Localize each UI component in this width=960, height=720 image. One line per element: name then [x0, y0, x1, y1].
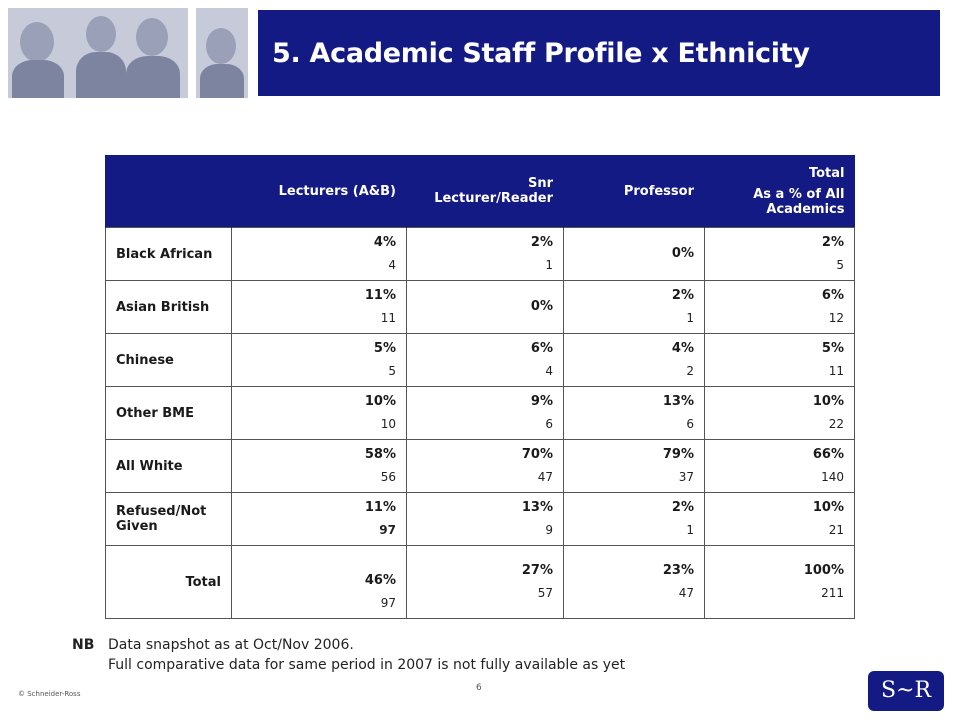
- cell-count: 2: [686, 364, 694, 378]
- cell-value: [564, 546, 705, 619]
- cell-count: 56: [380, 470, 396, 484]
- cell-percent: 2%: [530, 235, 553, 250]
- header-snr-lecturer: [407, 155, 564, 228]
- cell-percent: 2%: [821, 235, 844, 250]
- row-label: Refused/Not Given: [106, 493, 232, 546]
- cell-count: 47: [678, 586, 694, 600]
- cell-percent: 10%: [812, 394, 844, 409]
- cell-value: [232, 440, 407, 493]
- cell-percent: 13%: [662, 394, 694, 409]
- cell-percent: 11%: [364, 288, 396, 303]
- cell-value: [564, 334, 705, 387]
- header-total-line2: As a % of All Academics: [753, 186, 845, 217]
- row-label: Black African: [106, 228, 232, 281]
- cell-count: 1: [686, 311, 694, 325]
- cell-value: [705, 281, 855, 334]
- row-label: Asian British: [106, 281, 232, 334]
- cell-count: 1: [545, 258, 553, 272]
- cell-value: [232, 493, 407, 546]
- cell-count: 6: [545, 417, 553, 431]
- cell-percent: 4%: [671, 341, 694, 356]
- header-total: [705, 155, 855, 228]
- cell-value: [564, 493, 705, 546]
- cell-value: [407, 493, 564, 546]
- cell-percent: 5%: [373, 341, 396, 356]
- cell-count: 21: [828, 523, 844, 537]
- cell-value: [705, 387, 855, 440]
- cell-value: [407, 546, 564, 619]
- table-row: [106, 281, 855, 334]
- cell-value: [232, 334, 407, 387]
- title-bar: [258, 10, 940, 96]
- cell-count: 5: [388, 364, 396, 378]
- cell-count: 10: [380, 417, 396, 431]
- header-blank: [106, 155, 232, 228]
- cell-count: 11: [380, 311, 396, 325]
- footnote-label: NB: [72, 637, 95, 653]
- cell-percent: 4%: [373, 235, 396, 250]
- cell-count: 140: [821, 470, 844, 484]
- cell-count: 5: [836, 258, 844, 272]
- page-number: 6: [476, 683, 482, 693]
- cell-value: [564, 281, 705, 334]
- cell-value: [407, 281, 564, 334]
- cell-count: 97: [380, 596, 396, 610]
- cell-value: [232, 228, 407, 281]
- cell-percent: 100%: [803, 563, 844, 578]
- cell-value: [407, 440, 564, 493]
- cell-value: [564, 387, 705, 440]
- cell-percent: 10%: [812, 500, 844, 515]
- cell-percent: 2%: [671, 288, 694, 303]
- table-row: [106, 228, 855, 281]
- group-photo: [8, 8, 188, 98]
- header-snr-line1: Snr: [527, 176, 553, 191]
- cell-percent: 0%: [530, 299, 553, 314]
- cell-count: 9: [545, 523, 553, 537]
- header-snr-line2: Lecturer/Reader: [434, 191, 553, 206]
- table-row: [106, 387, 855, 440]
- cell-count: 47: [537, 470, 553, 484]
- cell-percent: 46%: [364, 573, 396, 588]
- row-label: Other BME: [106, 387, 232, 440]
- header-lecturers: Lecturers (A&B): [232, 155, 407, 228]
- cell-count: 11: [828, 364, 844, 378]
- cell-value: [705, 493, 855, 546]
- table-row: [106, 493, 855, 546]
- cell-percent: 70%: [521, 447, 553, 462]
- cell-value: [705, 546, 855, 619]
- schneider-ross-logo: S~R: [868, 671, 944, 711]
- cell-percent: 6%: [821, 288, 844, 303]
- ethnicity-table: [105, 155, 855, 619]
- cell-percent: 2%: [671, 500, 694, 515]
- cell-count: 4: [388, 258, 396, 272]
- cell-value: [564, 440, 705, 493]
- cell-count: 22: [828, 417, 844, 431]
- footnote-line2: Full comparative data for same period in 2007 is not fully available as yet: [108, 657, 626, 673]
- footnote-line1: Data snapshot as at Oct/Nov 2006.: [108, 637, 354, 653]
- cell-count: 1: [686, 523, 694, 537]
- cell-percent: 6%: [530, 341, 553, 356]
- cell-value: [407, 334, 564, 387]
- cell-percent: 0%: [671, 246, 694, 261]
- header-total-line1: Total: [808, 165, 845, 181]
- cell-value: [407, 228, 564, 281]
- header-professor: Professor: [564, 155, 705, 228]
- cell-value: [232, 281, 407, 334]
- cell-value: [705, 334, 855, 387]
- row-label: Total: [106, 546, 232, 619]
- cell-percent: 79%: [662, 447, 694, 462]
- cell-percent: 58%: [364, 447, 396, 462]
- cell-count: 6: [686, 417, 694, 431]
- cell-value: [232, 546, 407, 619]
- cell-count: 4: [545, 364, 553, 378]
- cell-count: 57: [537, 586, 553, 600]
- cell-percent: 11%: [364, 500, 396, 515]
- cell-count: 12: [828, 311, 844, 325]
- copyright-text: © Schneider-Ross: [18, 690, 81, 698]
- header-photo-strip: [8, 8, 248, 98]
- cell-percent: 27%: [521, 563, 553, 578]
- cell-count: 211: [821, 586, 844, 600]
- table-row: [106, 440, 855, 493]
- cell-count: 37: [678, 470, 694, 484]
- cell-percent: 9%: [530, 394, 553, 409]
- cell-value: [705, 440, 855, 493]
- cell-percent: 5%: [821, 341, 844, 356]
- cell-count: 97: [379, 523, 396, 537]
- table-header-row: [106, 155, 855, 228]
- cell-value: [232, 387, 407, 440]
- cell-percent: 13%: [521, 500, 553, 515]
- woman-photo: [196, 8, 248, 98]
- cell-value: [705, 228, 855, 281]
- cell-percent: 23%: [662, 563, 694, 578]
- cell-value: [564, 228, 705, 281]
- cell-value: [407, 387, 564, 440]
- table-row: [106, 334, 855, 387]
- table-row-total: [106, 546, 855, 619]
- cell-percent: 66%: [812, 447, 844, 462]
- cell-percent: 10%: [364, 394, 396, 409]
- row-label: All White: [106, 440, 232, 493]
- page-title: 5. Academic Staff Profile x Ethnicity: [272, 38, 810, 69]
- row-label: Chinese: [106, 334, 232, 387]
